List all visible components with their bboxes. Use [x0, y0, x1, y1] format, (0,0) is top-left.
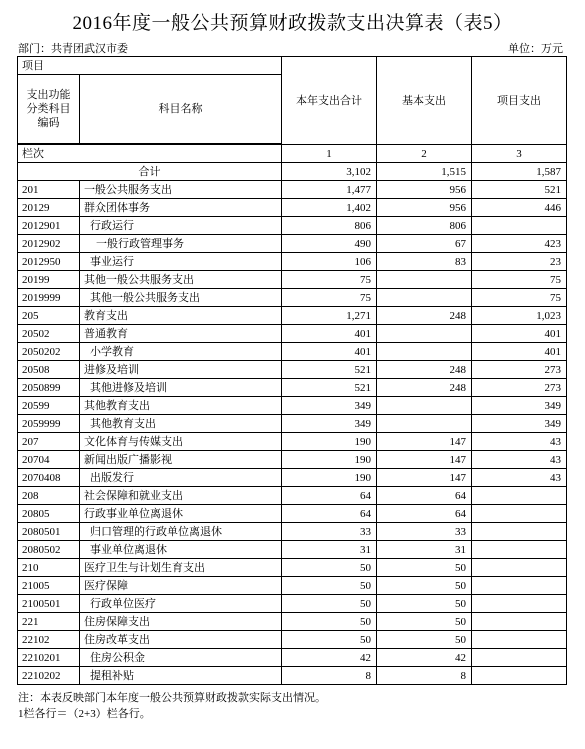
total-cell: 806: [282, 217, 377, 235]
footnote-2: 1栏各行＝（2+3）栏各行。: [18, 708, 151, 720]
project-cell: 75: [472, 271, 567, 289]
basic-cell: 806: [377, 217, 472, 235]
project-cell: [472, 631, 567, 649]
table-row: [18, 199, 567, 217]
name-cell: 其他一般公共服务支出: [80, 289, 282, 307]
project-cell: 1,023: [472, 307, 567, 325]
code-cell: 2210201: [18, 649, 80, 667]
total-cell: 64: [282, 487, 377, 505]
code-cell: 20599: [18, 397, 80, 415]
code-cell: 2012950: [18, 253, 80, 271]
header-total: 本年支出合计: [282, 57, 377, 145]
project-cell: [472, 559, 567, 577]
basic-cell: [377, 415, 472, 433]
table-row: [18, 271, 567, 289]
total-cell: 190: [282, 433, 377, 451]
basic-cell: [377, 343, 472, 361]
code-cell: 2050202: [18, 343, 80, 361]
table-row: [18, 343, 567, 361]
table-row: [18, 307, 567, 325]
project-cell: 349: [472, 397, 567, 415]
project-cell: [472, 649, 567, 667]
project-cell: [472, 523, 567, 541]
project-cell: 423: [472, 235, 567, 253]
total-cell: 490: [282, 235, 377, 253]
project-cell: 521: [472, 181, 567, 199]
basic-cell: [377, 397, 472, 415]
code-cell: 2100501: [18, 595, 80, 613]
table-row: [18, 559, 567, 577]
name-cell: 文化体育与传媒支出: [80, 433, 282, 451]
total-cell: 50: [282, 595, 377, 613]
code-cell: 2080501: [18, 523, 80, 541]
name-cell: 其他一般公共服务支出: [80, 271, 282, 289]
header-code: 支出功能分类科目编码: [18, 75, 80, 144]
header-name: 科目名称: [80, 75, 282, 144]
project-cell: 43: [472, 451, 567, 469]
table-row: [18, 433, 567, 451]
project-cell: 401: [472, 343, 567, 361]
project-cell: 349: [472, 415, 567, 433]
lanci-label: 栏次: [18, 145, 282, 163]
name-cell: 一般公共服务支出: [80, 181, 282, 199]
footnote-1: 注：本表反映部门本年度一般公共预算财政拨款实际支出情况。: [18, 692, 326, 704]
table-row: [18, 631, 567, 649]
table-row: [18, 181, 567, 199]
sum-label: 合计: [18, 163, 282, 181]
code-cell: 2210202: [18, 667, 80, 685]
project-cell: 401: [472, 325, 567, 343]
basic-cell: 50: [377, 631, 472, 649]
basic-cell: 248: [377, 379, 472, 397]
name-cell: 社会保障和就业支出: [80, 487, 282, 505]
table-row: [18, 217, 567, 235]
project-cell: [472, 487, 567, 505]
table-row: [18, 523, 567, 541]
table-body: [18, 57, 567, 685]
expenditure-table: [17, 56, 567, 685]
code-cell: 2012901: [18, 217, 80, 235]
name-cell: 住房改革支出: [80, 631, 282, 649]
total-cell: 190: [282, 451, 377, 469]
name-cell: 住房保障支出: [80, 613, 282, 631]
total-cell: 349: [282, 397, 377, 415]
table-row: [18, 595, 567, 613]
basic-cell: [377, 289, 472, 307]
basic-cell: 248: [377, 361, 472, 379]
total-cell: 401: [282, 325, 377, 343]
name-cell: 行政运行: [80, 217, 282, 235]
total-cell: 75: [282, 271, 377, 289]
header-item: 项目: [18, 57, 282, 75]
total-cell: 31: [282, 541, 377, 559]
name-cell: 进修及培训: [80, 361, 282, 379]
name-cell: 提租补贴: [80, 667, 282, 685]
header-row-item: [18, 57, 567, 75]
unit-label: 单位：万元: [508, 43, 563, 55]
table-row: [18, 379, 567, 397]
project-cell: 43: [472, 469, 567, 487]
code-cell: 20199: [18, 271, 80, 289]
table-row: [18, 289, 567, 307]
code-cell: 20502: [18, 325, 80, 343]
table-row: [18, 325, 567, 343]
table-row: [18, 649, 567, 667]
code-cell: 208: [18, 487, 80, 505]
total-cell: 190: [282, 469, 377, 487]
code-cell: 2050899: [18, 379, 80, 397]
col-number-1: 1: [282, 145, 377, 163]
table-row: [18, 451, 567, 469]
table-row: [18, 397, 567, 415]
name-cell: 其他进修及培训: [80, 379, 282, 397]
name-cell: 事业运行: [80, 253, 282, 271]
total-cell: 33: [282, 523, 377, 541]
code-cell: 201: [18, 181, 80, 199]
col-number-2: 2: [377, 145, 472, 163]
code-cell: 22102: [18, 631, 80, 649]
sum-project: 1,587: [472, 163, 567, 181]
code-cell: 20508: [18, 361, 80, 379]
total-cell: 50: [282, 613, 377, 631]
project-cell: 43: [472, 433, 567, 451]
project-cell: [472, 595, 567, 613]
name-cell: 小学教育: [80, 343, 282, 361]
total-cell: 1,271: [282, 307, 377, 325]
table-row: [18, 469, 567, 487]
name-cell: 普通教育: [80, 325, 282, 343]
basic-cell: [377, 325, 472, 343]
name-cell: 一般行政管理事务: [80, 235, 282, 253]
basic-cell: 147: [377, 433, 472, 451]
code-cell: 2012902: [18, 235, 80, 253]
total-cell: 50: [282, 577, 377, 595]
name-cell: 教育支出: [80, 307, 282, 325]
code-cell: 21005: [18, 577, 80, 595]
basic-cell: 33: [377, 523, 472, 541]
basic-cell: 64: [377, 505, 472, 523]
code-cell: 20805: [18, 505, 80, 523]
col-number-3: 3: [472, 145, 567, 163]
total-cell: 1,477: [282, 181, 377, 199]
name-cell: 住房公积金: [80, 649, 282, 667]
name-cell: 新闻出版广播影视: [80, 451, 282, 469]
name-cell: 行政事业单位离退休: [80, 505, 282, 523]
table-row: [18, 487, 567, 505]
name-cell: 其他教育支出: [80, 397, 282, 415]
name-cell: 医疗卫生与计划生育支出: [80, 559, 282, 577]
project-cell: [472, 613, 567, 631]
basic-cell: 956: [377, 199, 472, 217]
name-cell: 行政单位医疗: [80, 595, 282, 613]
basic-cell: [377, 271, 472, 289]
table-row: [18, 253, 567, 271]
table-row: [18, 361, 567, 379]
code-cell: 2080502: [18, 541, 80, 559]
table-row: [18, 541, 567, 559]
project-cell: 273: [472, 379, 567, 397]
project-cell: [472, 541, 567, 559]
sum-row: [18, 163, 567, 181]
name-cell: 群众团体事务: [80, 199, 282, 217]
sum-total: 3,102: [282, 163, 377, 181]
total-cell: 401: [282, 343, 377, 361]
table-row: [18, 415, 567, 433]
code-cell: 2059999: [18, 415, 80, 433]
table-row: [18, 505, 567, 523]
code-cell: 221: [18, 613, 80, 631]
table-title: 2016年度一般公共预算财政拨款支出决算表（表5）: [72, 13, 513, 34]
basic-cell: 64: [377, 487, 472, 505]
table-row: [18, 667, 567, 685]
total-cell: 50: [282, 559, 377, 577]
project-cell: [472, 217, 567, 235]
header-project: 项目支出: [472, 57, 567, 145]
department-label: 部门：共青团武汉市委: [18, 43, 128, 55]
basic-cell: 248: [377, 307, 472, 325]
total-cell: 106: [282, 253, 377, 271]
basic-cell: 50: [377, 577, 472, 595]
total-cell: 521: [282, 379, 377, 397]
basic-cell: 31: [377, 541, 472, 559]
lanci-row: [18, 145, 567, 163]
total-cell: 1,402: [282, 199, 377, 217]
project-cell: 23: [472, 253, 567, 271]
basic-cell: 147: [377, 469, 472, 487]
name-cell: 其他教育支出: [80, 415, 282, 433]
table-row: [18, 235, 567, 253]
project-cell: 446: [472, 199, 567, 217]
basic-cell: 83: [377, 253, 472, 271]
basic-cell: 50: [377, 559, 472, 577]
table-row: [18, 613, 567, 631]
project-cell: 75: [472, 289, 567, 307]
code-cell: 210: [18, 559, 80, 577]
total-cell: 50: [282, 631, 377, 649]
basic-cell: 50: [377, 613, 472, 631]
total-cell: 521: [282, 361, 377, 379]
name-cell: 事业单位离退休: [80, 541, 282, 559]
name-cell: 归口管理的行政单位离退休: [80, 523, 282, 541]
project-cell: [472, 505, 567, 523]
project-cell: 273: [472, 361, 567, 379]
code-cell: 20704: [18, 451, 80, 469]
code-cell: 2019999: [18, 289, 80, 307]
name-cell: 出版发行: [80, 469, 282, 487]
basic-cell: 67: [377, 235, 472, 253]
code-cell: 207: [18, 433, 80, 451]
basic-cell: 956: [377, 181, 472, 199]
basic-cell: 42: [377, 649, 472, 667]
header-basic: 基本支出: [377, 57, 472, 145]
basic-cell: 8: [377, 667, 472, 685]
basic-cell: 50: [377, 595, 472, 613]
total-cell: 42: [282, 649, 377, 667]
table-row: [18, 577, 567, 595]
sum-basic: 1,515: [377, 163, 472, 181]
project-cell: [472, 577, 567, 595]
code-cell: 2070408: [18, 469, 80, 487]
basic-cell: 147: [377, 451, 472, 469]
total-cell: 75: [282, 289, 377, 307]
code-cell: 20129: [18, 199, 80, 217]
total-cell: 8: [282, 667, 377, 685]
total-cell: 349: [282, 415, 377, 433]
name-cell: 医疗保障: [80, 577, 282, 595]
project-cell: [472, 667, 567, 685]
code-cell: 205: [18, 307, 80, 325]
total-cell: 64: [282, 505, 377, 523]
